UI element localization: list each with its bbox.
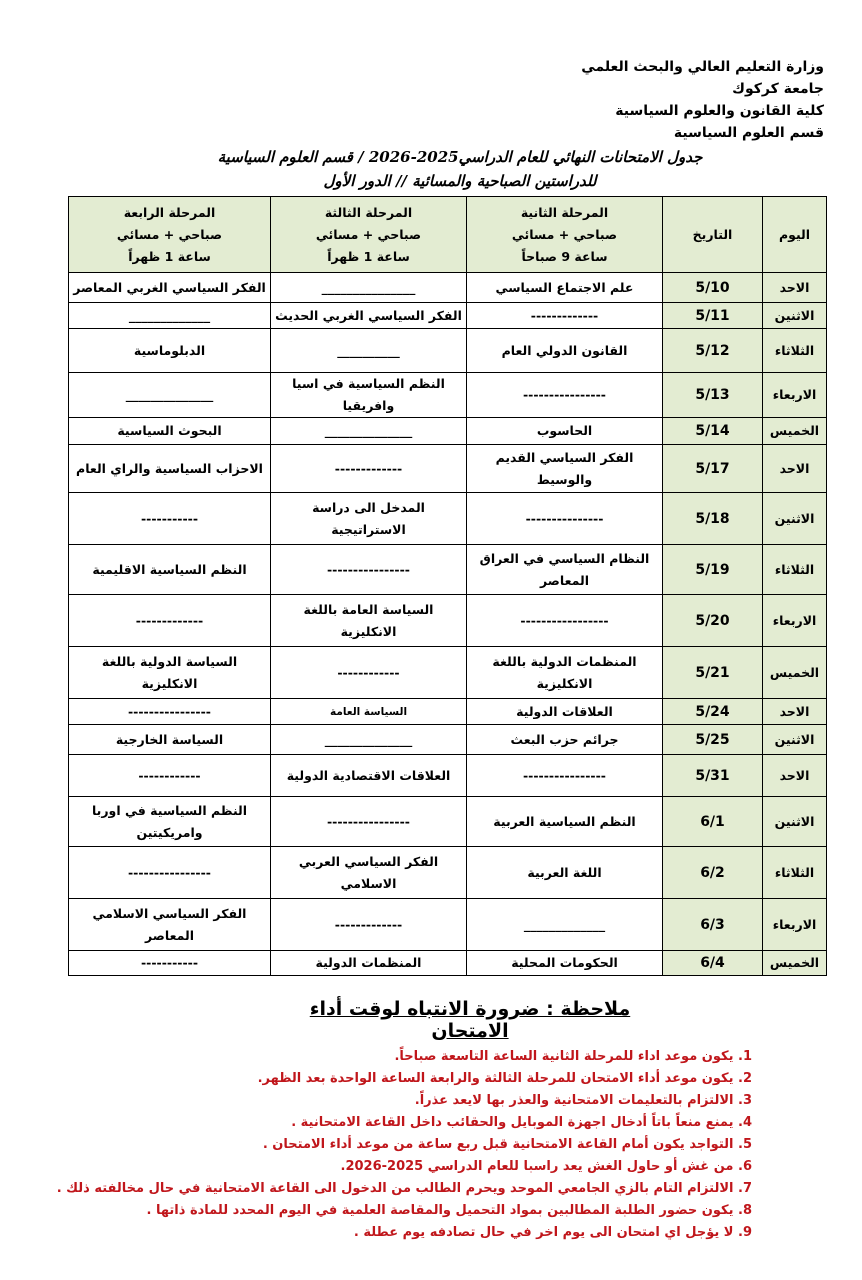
rule-text: يكون حضور الطلبة المطالبين بمواد التحميل والمقاصة العلمية في اليوم المحدد للمادة ذاتها . <box>146 1203 734 1218</box>
stage3-exam-cell: ______________ <box>271 725 467 755</box>
date-cell: 5/12 <box>663 329 763 373</box>
header-stage3-time: ساعة 1 ظهراً <box>327 248 410 264</box>
stage3-exam-cell: ---------------- <box>271 797 467 847</box>
rule-text: يمنع منعاً باتاً أدخال اجهزة الموبايل والحقائب داخل القاعة الامتحانية . <box>291 1115 734 1130</box>
exam-schedule-table <box>68 196 827 976</box>
rule-number: 1. <box>738 1049 752 1064</box>
table-row <box>69 797 827 847</box>
date-cell: 5/10 <box>663 273 763 303</box>
header-stage2-shift: صباحي + مسائي <box>511 226 618 242</box>
table-row <box>69 899 827 951</box>
stage3-exam-cell: ------------- <box>271 899 467 951</box>
stage2-exam-cell: الحاسوب <box>467 418 663 445</box>
stage3-exam-cell: __________ <box>271 329 467 373</box>
table-header-row <box>69 197 827 273</box>
schedule-subtitle: للدراستين الصباحية والمسائية // الدور الأول <box>323 172 597 190</box>
date-cell: 5/31 <box>663 755 763 797</box>
stage3-exam-cell: الفكر السياسي العربي الاسلامي <box>271 847 467 899</box>
table-row <box>69 847 827 899</box>
stage3-exam-cell: ---------------- <box>271 545 467 595</box>
table-row <box>69 725 827 755</box>
header-stage3 <box>271 197 467 273</box>
stage4-exam-cell: ------------- <box>69 595 271 647</box>
date-cell: 6/2 <box>663 847 763 899</box>
day-cell: الاحد <box>763 273 827 303</box>
table-row <box>69 595 827 647</box>
rule-text: التواجد يكون أمام القاعة الامتحانية قبل ربع ساعة من موعد أداء الامتحان . <box>262 1137 734 1152</box>
day-cell: الخميس <box>763 951 827 976</box>
rule-item <box>57 1090 752 1112</box>
stage4-exam-cell: ----------- <box>69 493 271 545</box>
stage4-exam-cell: ----------- <box>69 951 271 976</box>
rule-text: يكون موعد أداء الامتحان للمرحلة الثالثة والرابعة الساعة الواحدة بعد الظهر. <box>257 1071 734 1086</box>
stage2-exam-cell: النظام السياسي في العراق المعاصر <box>467 545 663 595</box>
stage3-exam-cell: السياسة العامة <box>271 699 467 725</box>
stage3-exam-cell: ------------- <box>271 445 467 493</box>
stage4-exam-cell: ---------------- <box>69 699 271 725</box>
schedule-title: جدول الامتحانات النهائي للعام الدراسي2025-2026 / قسم العلوم السياسية <box>217 148 703 166</box>
department-name: قسم العلوم السياسية <box>673 125 824 141</box>
stage2-exam-cell: العلاقات الدولية <box>467 699 663 725</box>
table-row <box>69 273 827 303</box>
rule-number: 8. <box>738 1203 752 1218</box>
table-row <box>69 303 827 329</box>
header-stage3-name: المرحلة الثالثة <box>324 204 413 220</box>
stage2-exam-cell: جرائم حزب البعث <box>467 725 663 755</box>
rule-item <box>57 1178 752 1200</box>
stage2-exam-cell: الفكر السياسي القديم والوسيط <box>467 445 663 493</box>
day-cell: الاربعاء <box>763 899 827 951</box>
stage4-exam-cell: الاحزاب السياسية والراي العام <box>69 445 271 493</box>
stage3-exam-cell: العلاقات الاقتصادية الدولية <box>271 755 467 797</box>
stage2-exam-cell: اللغة العربية <box>467 847 663 899</box>
table-row <box>69 755 827 797</box>
note-title: ملاحظة : ضرورة الانتباه لوقت أداء الامتحان <box>309 998 631 1042</box>
date-cell: 5/17 <box>663 445 763 493</box>
rule-number: 5. <box>738 1137 752 1152</box>
rule-item <box>57 1112 752 1134</box>
table-row <box>69 699 827 725</box>
table-row <box>69 545 827 595</box>
stage2-exam-cell: الحكومات المحلية <box>467 951 663 976</box>
stage3-exam-cell: المدخل الى دراسة الاستراتيجية <box>271 493 467 545</box>
stage3-exam-cell: الفكر السياسي الغربي الحديث <box>271 303 467 329</box>
date-cell: 5/24 <box>663 699 763 725</box>
day-cell: الاثنين <box>763 725 827 755</box>
date-cell: 5/25 <box>663 725 763 755</box>
date-cell: 6/4 <box>663 951 763 976</box>
day-cell: الاربعاء <box>763 595 827 647</box>
rule-number: 7. <box>738 1181 752 1196</box>
day-cell: الثلاثاء <box>763 545 827 595</box>
day-cell: الاثنين <box>763 493 827 545</box>
header-stage4-name: المرحلة الرابعة <box>123 204 216 220</box>
table-row <box>69 951 827 976</box>
stage3-exam-cell: النظم السياسية في اسيا وافريقيا <box>271 373 467 418</box>
rule-item <box>57 1200 752 1222</box>
table-row <box>69 373 827 418</box>
header-stage2 <box>467 197 663 273</box>
rule-text: يكون موعد اداء للمرحلة الثانية الساعة التاسعة صباحاً. <box>394 1049 734 1064</box>
date-cell: 5/20 <box>663 595 763 647</box>
stage3-exam-cell: _______________ <box>271 273 467 303</box>
stage2-exam-cell: --------------- <box>467 493 663 545</box>
date-cell: 6/1 <box>663 797 763 847</box>
rule-text: الالتزام التام بالزي الجامعي الموحد ويحرم الطالب من الدخول الى القاعة الامتحانية في حال مخالفته ذلك . <box>56 1181 734 1196</box>
stage4-exam-cell: ---------------- <box>69 847 271 899</box>
rule-item <box>57 1156 752 1178</box>
stage3-exam-cell: المنظمات الدولية <box>271 951 467 976</box>
rule-item <box>57 1222 752 1244</box>
rule-text: من غش أو حاول الغش يعد راسبا للعام الدراسي 2025-2026. <box>340 1159 734 1174</box>
header-stage4-shift: صباحي + مسائي <box>116 226 223 242</box>
rule-text: لا يؤجل اي امتحان الى يوم اخر في حال تصادفه يوم عطلة . <box>353 1225 734 1240</box>
date-cell: 5/14 <box>663 418 763 445</box>
stage4-exam-cell: السياسة الدولية باللغة الانكليزية <box>69 647 271 699</box>
stage4-exam-cell: النظم السياسية الاقليمية <box>69 545 271 595</box>
header-stage2-time: ساعة 9 صباحاً <box>521 248 608 264</box>
stage3-exam-cell: ------------ <box>271 647 467 699</box>
date-cell: 5/21 <box>663 647 763 699</box>
stage4-exam-cell: ______________ <box>69 373 271 418</box>
header-stage4-time: ساعة 1 ظهراً <box>128 248 211 264</box>
header-stage4 <box>69 197 271 273</box>
stage4-exam-cell: ------------ <box>69 755 271 797</box>
rule-number: 3. <box>738 1093 752 1108</box>
day-cell: الاربعاء <box>763 373 827 418</box>
rule-number: 6. <box>738 1159 752 1174</box>
college-name: كلية القانون والعلوم السياسية <box>615 103 824 119</box>
stage2-exam-cell: ---------------- <box>467 373 663 418</box>
stage3-exam-cell: ______________ <box>271 418 467 445</box>
rule-item <box>57 1068 752 1090</box>
date-cell: 5/18 <box>663 493 763 545</box>
university-name: جامعة كركوك <box>732 81 824 97</box>
stage4-exam-cell: الدبلوماسية <box>69 329 271 373</box>
date-cell: 5/13 <box>663 373 763 418</box>
stage4-exam-cell: السياسة الخارجية <box>69 725 271 755</box>
date-cell: 6/3 <box>663 899 763 951</box>
stage2-exam-cell: القانون الدولي العام <box>467 329 663 373</box>
date-cell: 5/11 <box>663 303 763 329</box>
day-cell: الاحد <box>763 445 827 493</box>
rule-item <box>57 1134 752 1156</box>
header-stage2-name: المرحلة الثانية <box>520 204 609 220</box>
day-cell: الاثنين <box>763 797 827 847</box>
day-cell: الثلاثاء <box>763 329 827 373</box>
stage2-exam-cell: ------------- <box>467 303 663 329</box>
rule-number: 2. <box>738 1071 752 1086</box>
day-cell: الاحد <box>763 755 827 797</box>
exam-rules-list <box>57 1046 752 1244</box>
day-cell: الخميس <box>763 418 827 445</box>
stage4-exam-cell: الفكر السياسي الاسلامي المعاصر <box>69 899 271 951</box>
ministry-name: وزارة التعليم العالي والبحث العلمي <box>581 59 824 75</box>
table-row <box>69 418 827 445</box>
header-date: التاريخ <box>663 197 763 273</box>
table-row <box>69 329 827 373</box>
day-cell: الخميس <box>763 647 827 699</box>
stage4-exam-cell: النظم السياسية في اوربا وامريكيتين <box>69 797 271 847</box>
stage2-exam-cell: النظم السياسية العربية <box>467 797 663 847</box>
document-header <box>581 56 824 144</box>
day-cell: الاحد <box>763 699 827 725</box>
rule-number: 4. <box>738 1115 752 1130</box>
header-day: اليوم <box>763 197 827 273</box>
header-stage3-shift: صباحي + مسائي <box>315 226 422 242</box>
rule-number: 9. <box>738 1225 752 1240</box>
stage2-exam-cell: _____________ <box>467 899 663 951</box>
table-row <box>69 647 827 699</box>
stage3-exam-cell: السياسة العامة باللغة الانكليزية <box>271 595 467 647</box>
stage2-exam-cell: علم الاجتماع السياسي <box>467 273 663 303</box>
table-row <box>69 493 827 545</box>
rule-text: الالتزام بالتعليمات الامتحانية والعذر بها لايعد عذراً. <box>414 1093 734 1108</box>
stage2-exam-cell: ---------------- <box>467 755 663 797</box>
stage2-exam-cell: ----------------- <box>467 595 663 647</box>
stage2-exam-cell: المنظمات الدولية باللغة الانكليزية <box>467 647 663 699</box>
date-cell: 5/19 <box>663 545 763 595</box>
rule-item <box>57 1046 752 1068</box>
table-row <box>69 445 827 493</box>
day-cell: الثلاثاء <box>763 847 827 899</box>
day-cell: الاثنين <box>763 303 827 329</box>
stage4-exam-cell: الفكر السياسي الغربي المعاصر <box>69 273 271 303</box>
stage4-exam-cell: البحوث السياسية <box>69 418 271 445</box>
stage4-exam-cell: _____________ <box>69 303 271 329</box>
